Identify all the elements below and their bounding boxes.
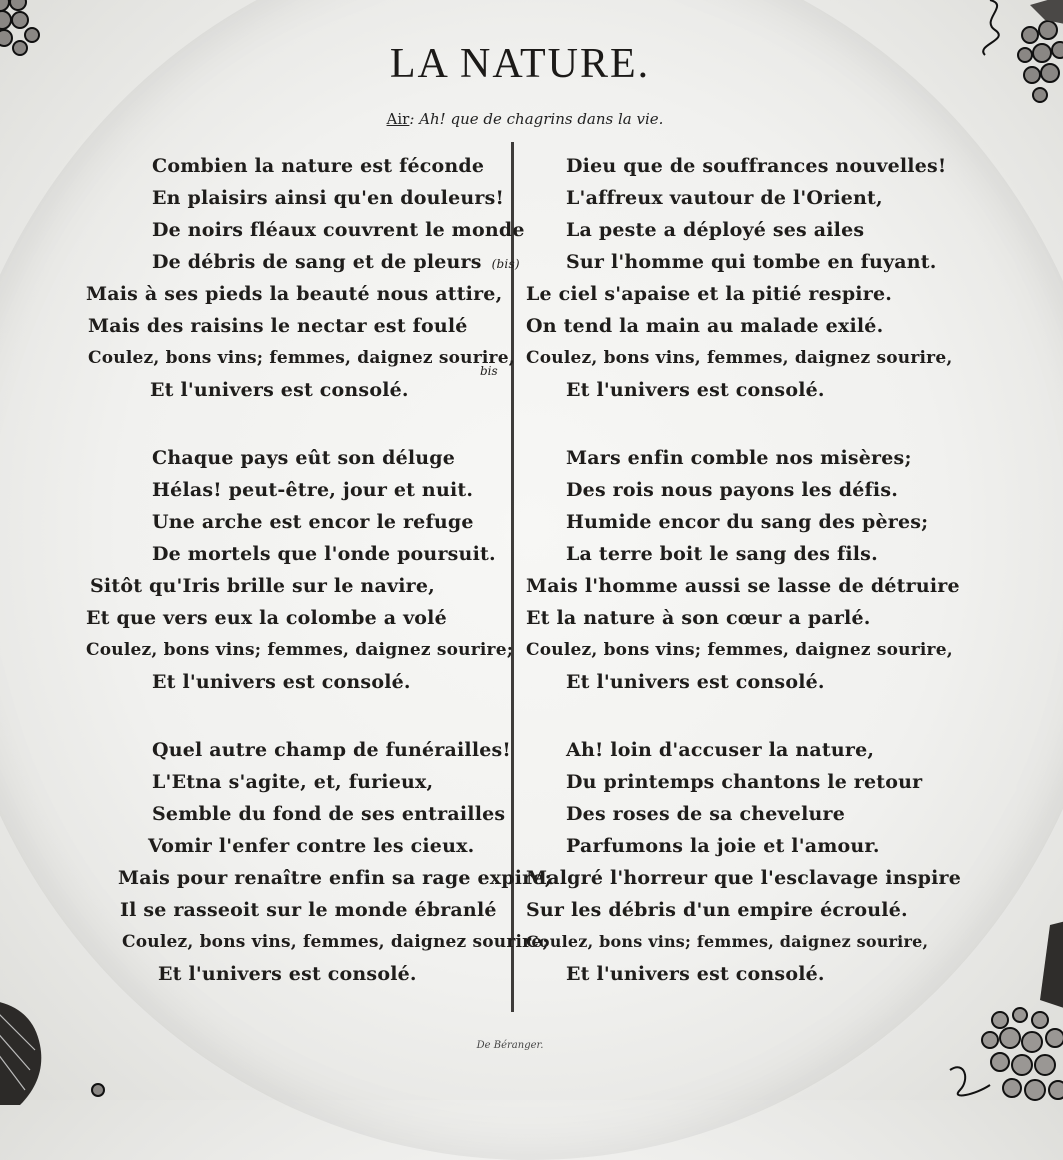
verse-line: Mais pour renaître enfin sa rage expire;	[118, 867, 552, 889]
verse-line: Du printemps chantons le retour	[566, 771, 923, 793]
verse-line: Et la nature à son cœur a parlé.	[526, 607, 871, 629]
verse-line: Et que vers eux la colombe a volé	[86, 607, 447, 629]
author-signature: De Béranger.	[476, 1040, 544, 1051]
verse-text: De débris de sang et de pleurs	[152, 251, 482, 273]
bis-brace: bis	[480, 364, 498, 378]
verse-line: Sur les débris d'un empire écroulé.	[526, 899, 908, 921]
verse-line: Coulez, bons vins; femmes, daignez sourire,	[526, 640, 953, 660]
verse-line: En plaisirs ainsi qu'en douleurs!	[152, 187, 505, 209]
verse-line: Sitôt qu'Iris brille sur le navire,	[90, 575, 435, 597]
verse-line: De mortels que l'onde poursuit.	[152, 543, 496, 565]
verse-line: Et l'univers est consolé.	[566, 671, 825, 693]
verse-line: Et l'univers est consolé.	[158, 963, 417, 985]
verse-line: L'Etna s'agite, et, furieux,	[152, 771, 434, 793]
verse-line: Des roses de sa chevelure	[566, 803, 845, 825]
stanza-6	[522, 734, 992, 990]
verse-line: De noirs fléaux couvrent le monde	[152, 219, 525, 241]
verse-line: L'affreux vautour de l'Orient,	[566, 187, 883, 209]
verse-line: Une arche est encor le refuge	[152, 511, 474, 533]
air-subtitle	[0, 110, 1050, 128]
air-separator: :	[409, 110, 420, 128]
verse-line: Ah! loin d'accuser la nature,	[566, 739, 875, 761]
verse-line: Coulez, bons vins, femmes, daignez sourire;	[122, 932, 549, 952]
verse-line: Chaque pays eût son déluge	[152, 447, 456, 469]
verse-line	[80, 246, 520, 278]
verse-line: Coulez, bons vins; femmes, daignez sourire,	[526, 932, 929, 951]
verse-line: Quel autre champ de funérailles!	[152, 739, 511, 761]
right-column	[522, 150, 992, 1026]
stanza-2	[80, 442, 514, 698]
verse-line: Vomir l'enfer contre les cieux.	[148, 835, 475, 857]
verse-line: Mais des raisins le nectar est foulé	[88, 315, 468, 337]
verse-line: Mars enfin comble nos misères;	[566, 447, 912, 469]
verse-line: Coulez, bons vins, femmes, daignez sourire,	[526, 348, 953, 368]
verse-line: Le ciel s'apaise et la pitié respire.	[526, 283, 893, 305]
verse-line: Coulez, bons vins; femmes, daignez sourire,	[88, 348, 515, 368]
stanza-3	[80, 734, 552, 990]
verse-line: Il se rasseoit sur le monde ébranlé	[120, 899, 497, 921]
verse-line: La terre boit le sang des fils.	[566, 543, 878, 565]
verse-line: On tend la main au malade exilé.	[526, 315, 884, 337]
verse-line: Malgré l'horreur que l'esclavage inspire	[526, 867, 962, 889]
air-tune: Ah! que de chagrins dans la vie.	[419, 110, 664, 128]
verse-line: Dieu que de souffrances nouvelles!	[566, 155, 947, 177]
poem-title: LA NATURE.	[389, 41, 651, 87]
stanza-5	[522, 442, 992, 698]
verse-line: Et l'univers est consolé.	[152, 671, 411, 693]
verse-line: Semble du fond de ses entrailles	[152, 803, 506, 825]
verse-line: Des rois nous payons les défis.	[566, 479, 899, 501]
verse-line: La peste a déployé ses ailes	[566, 219, 865, 241]
verse-line: Et l'univers est consolé.	[150, 379, 409, 401]
verse-line: Et l'univers est consolé.	[566, 379, 825, 401]
verse-line: Hélas! peut-être, jour et nuit.	[152, 479, 474, 501]
verse-line: Et l'univers est consolé.	[566, 963, 825, 985]
stanza-1	[80, 150, 525, 406]
verse-line: Sur l'homme qui tombe en fuyant.	[566, 251, 937, 273]
stanza-4	[522, 150, 992, 406]
verse-line: Combien la nature est féconde	[152, 155, 485, 177]
verse-line: Mais l'homme aussi se lasse de détruire	[526, 575, 960, 597]
verse-line: Mais à ses pieds la beauté nous attire,	[86, 283, 503, 305]
bis-marker: (bis)	[491, 257, 520, 271]
air-label: Air	[386, 110, 410, 128]
left-column	[80, 150, 552, 1026]
verse-line: Humide encor du sang des pères;	[566, 511, 929, 533]
verse-line: Coulez, bons vins; femmes, daignez sourire;	[86, 640, 514, 660]
verse-line: Parfumons la joie et l'amour.	[566, 835, 880, 857]
